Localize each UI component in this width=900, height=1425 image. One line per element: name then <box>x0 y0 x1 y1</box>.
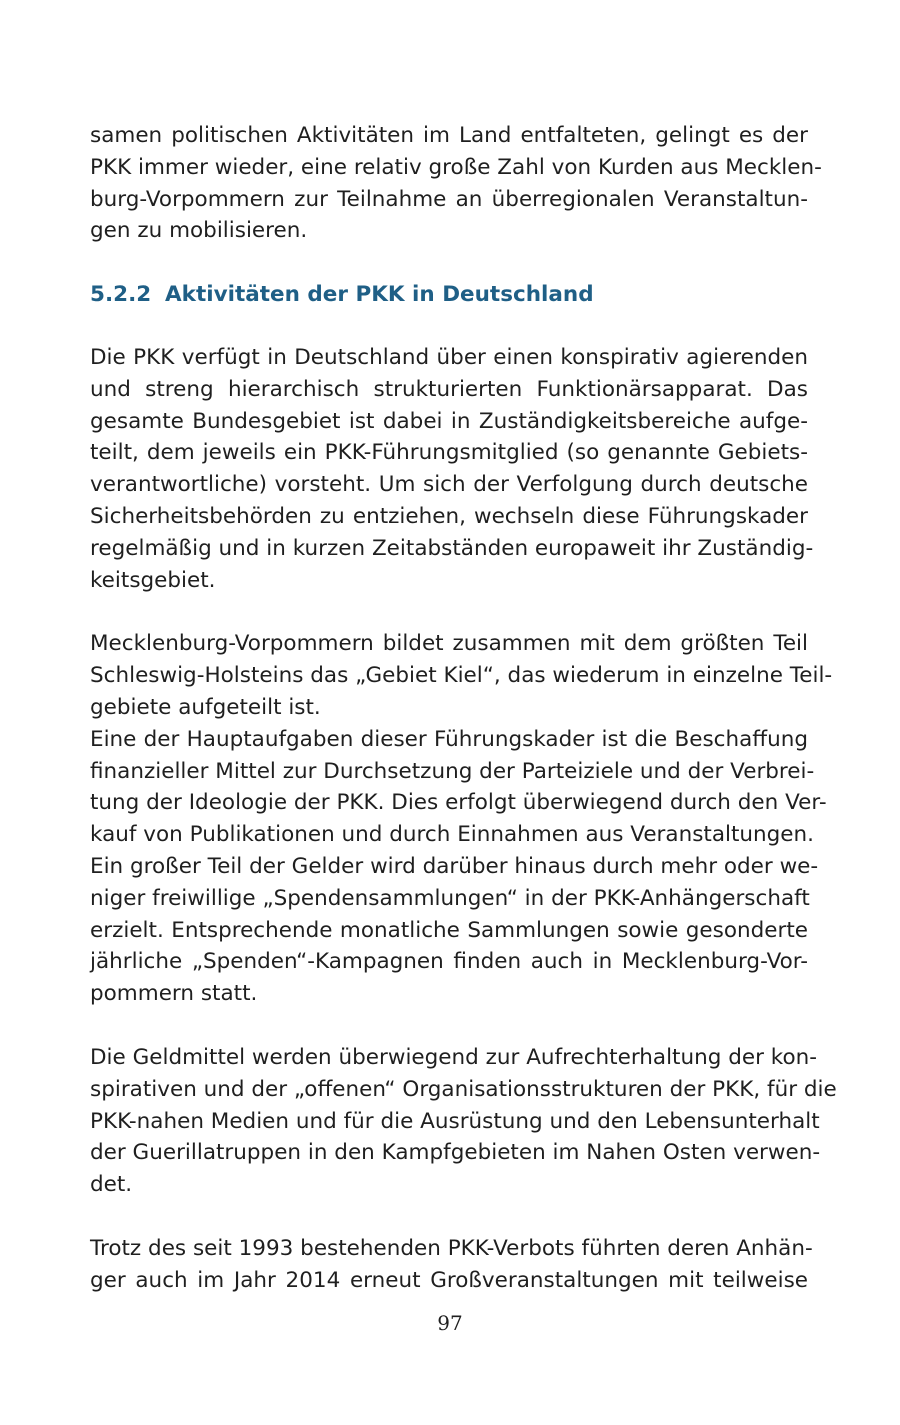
section-title: Aktivitäten der PKK in Deutschland <box>165 282 594 308</box>
text-line: burg-Vorpommern zur Teilnahme an überregionalen Veranstaltun- <box>90 186 808 212</box>
text-line: erzielt. Entsprechende monatliche Sammlungen sowie gesonderte <box>90 917 808 943</box>
text-line: regelmäßig und in kurzen Zeitabständen europaweit ihr Zuständig- <box>90 535 814 561</box>
text-line: und streng hierarchisch strukturierten Funktionärsapparat. Das <box>90 376 808 402</box>
text-line: PKK immer wieder, eine relativ große Zahl von Kurden aus Mecklen- <box>90 154 822 180</box>
text-line: Schleswig-Holsteins das „Gebiet Kiel“, das wiederum in einzelne Teil- <box>90 663 833 689</box>
text-line: teilt, dem jeweils ein PKK-Führungsmitglied (so genannte Gebiets- <box>90 440 808 466</box>
text-line: keitsgebiet. <box>90 567 216 593</box>
text-line: kauf von Publikationen und durch Einnahmen aus Veranstaltungen. <box>90 822 814 848</box>
text-line: pommern statt. <box>90 981 258 1007</box>
paragraph-3 <box>90 628 833 723</box>
text-line: niger freiwillige „Spendensammlungen“ in der PKK-Anhängerschaft <box>90 885 810 911</box>
text-line: Sicherheitsbehörden zu entziehen, wechseln diese Führungskader <box>90 503 808 529</box>
text-line: finanzieller Mittel zur Durchsetzung der Parteiziele und der Verbrei- <box>90 758 815 784</box>
page-number: 97 <box>437 1311 463 1335</box>
paragraph-4 <box>90 724 827 1010</box>
section-number: 5.2.2 <box>90 282 152 308</box>
text-line: der Guerillatruppen in den Kampfgebieten im Nahen Osten verwen- <box>90 1140 821 1166</box>
page-body <box>90 120 837 1297</box>
text-line: gen zu mobilisieren. <box>90 218 308 244</box>
text-line: spirativen und der „offenen“ Organisationsstrukturen der PKK, für die <box>90 1076 837 1102</box>
text-line: gebiete aufgeteilt ist. <box>90 694 321 720</box>
text-line: Die PKK verfügt in Deutschland über einen konspirativ agierenden <box>90 344 808 370</box>
paragraph-1 <box>90 120 822 247</box>
paragraph-5 <box>90 1042 837 1201</box>
section-heading <box>90 279 808 311</box>
text-line: jährliche „Spenden“-Kampagnen finden auch in Mecklenburg-Vor- <box>90 949 808 975</box>
text-line: PKK-nahen Medien und für die Ausrüstung und den Lebensunterhalt <box>90 1108 820 1134</box>
text-line: gesamte Bundesgebiet ist dabei in Zuständigkeitsbereiche aufge- <box>90 408 808 434</box>
paragraph-2 <box>90 342 814 596</box>
text-line: det. <box>90 1172 133 1198</box>
text-line: ger auch im Jahr 2014 erneut Großveranstaltungen mit teilweise <box>90 1267 808 1293</box>
text-line: Trotz des seit 1993 bestehenden PKK-Verbots führten deren Anhän- <box>90 1235 813 1261</box>
text-line: samen politischen Aktivitäten im Land entfalteten, gelingt es der <box>90 123 808 148</box>
text-line: Ein großer Teil der Gelder wird darüber hinaus durch mehr oder we- <box>90 853 819 879</box>
paragraph-6 <box>90 1233 813 1297</box>
text-line: Mecklenburg-Vorpommern bildet zusammen mit dem größten Teil <box>90 631 808 657</box>
text-line: verantwortliche) vorsteht. Um sich der Verfolgung durch deutsche <box>90 472 808 498</box>
text-line: Eine der Hauptaufgaben dieser Führungskader ist die Beschaffung <box>90 726 808 752</box>
text-line: tung der Ideologie der PKK. Dies erfolgt überwiegend durch den Ver- <box>90 790 827 816</box>
text-line: Die Geldmittel werden überwiegend zur Aufrechterhaltung der kon- <box>90 1044 817 1070</box>
